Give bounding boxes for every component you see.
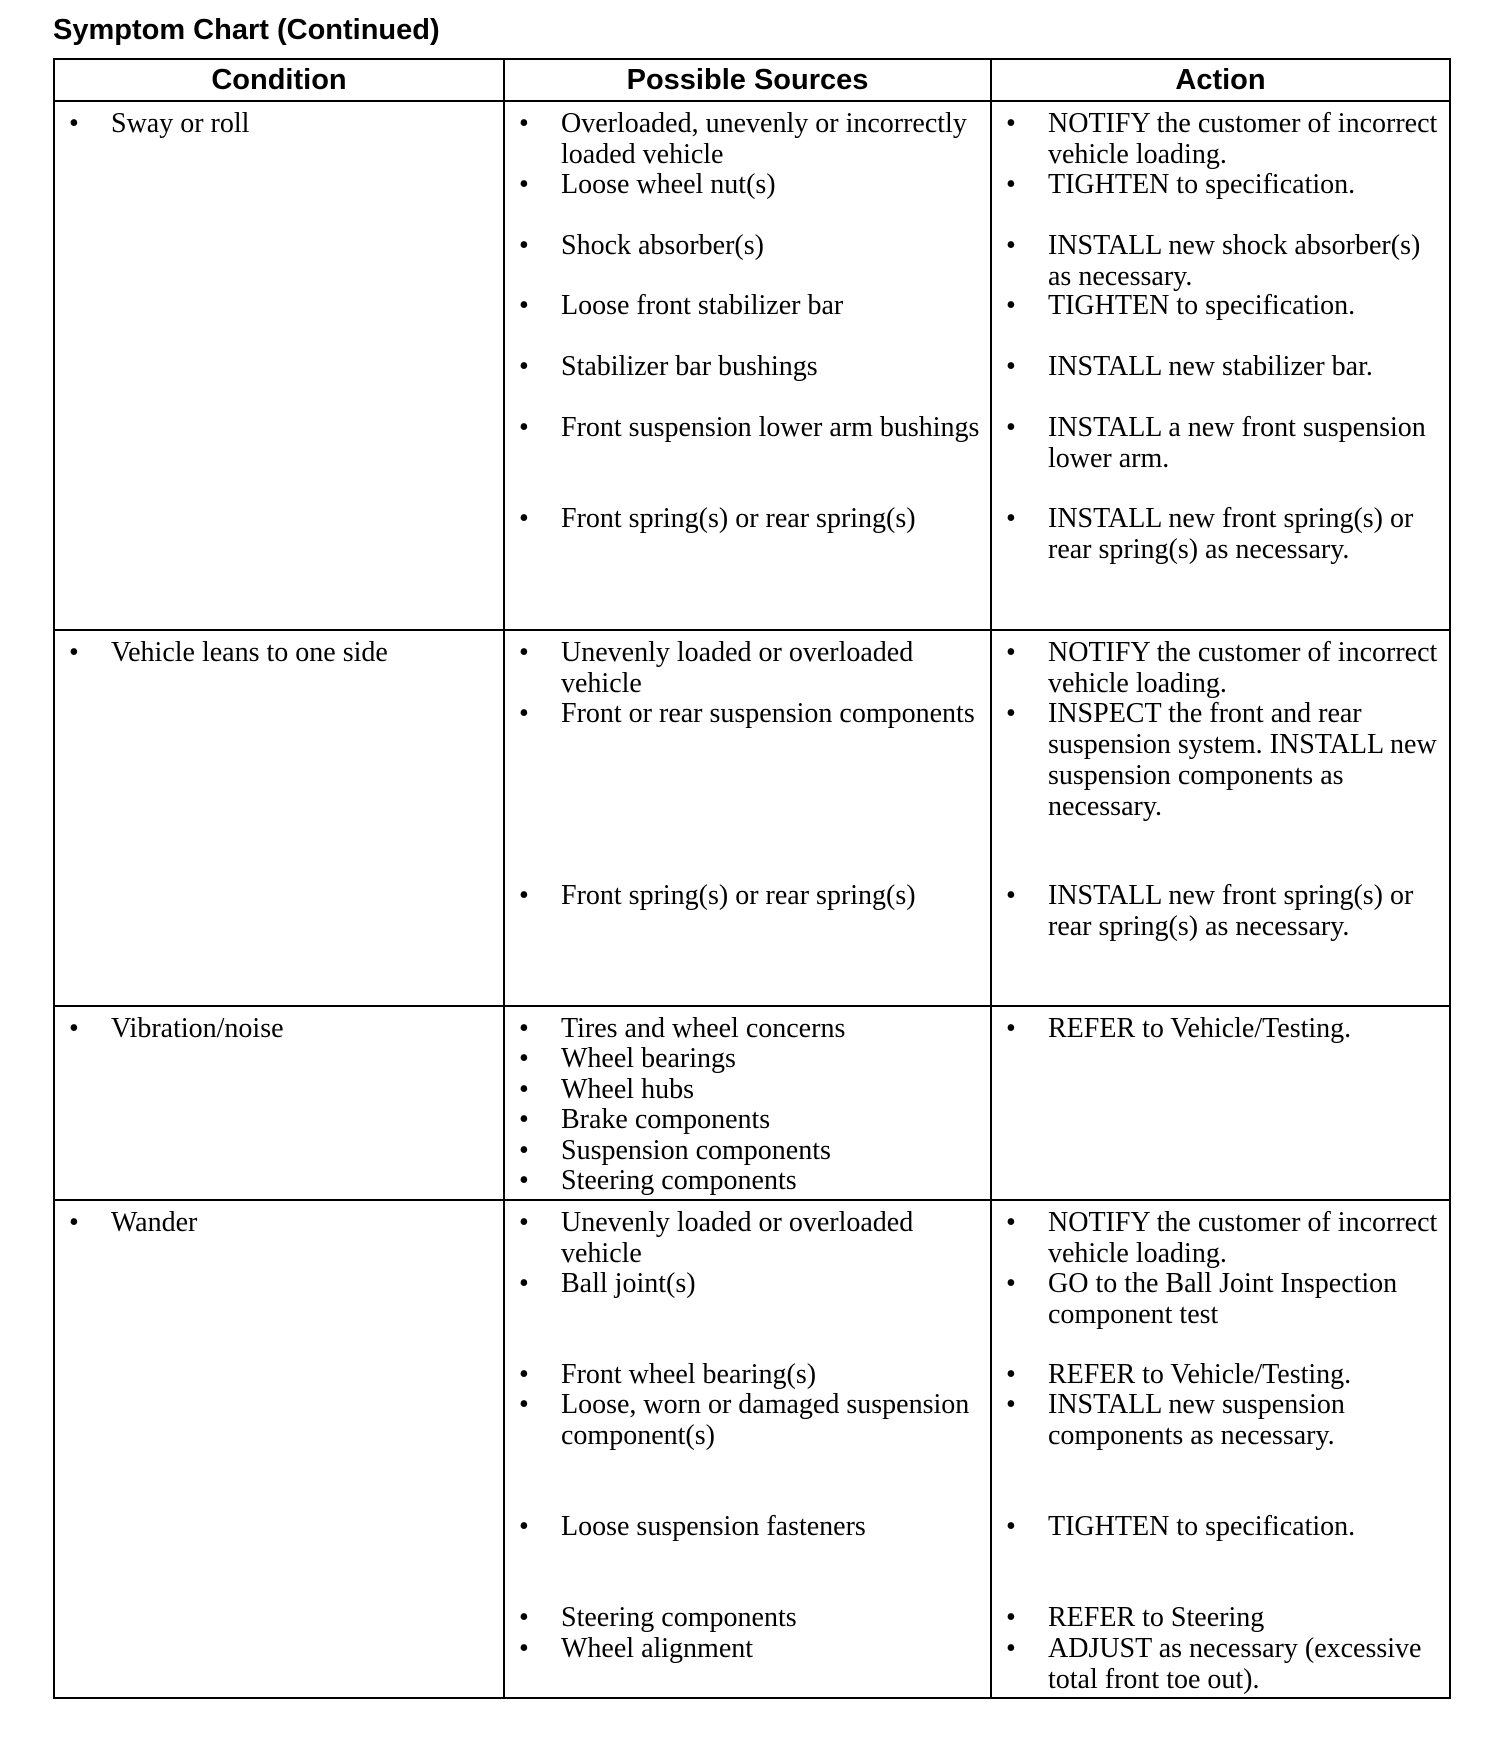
bullet-icon: • (519, 1359, 529, 1390)
bullet-icon: • (1006, 1602, 1016, 1633)
bullet-icon: • (519, 169, 529, 200)
condition-item: • Vibration/noise (69, 1013, 284, 1044)
bullet-icon: • (1006, 503, 1016, 534)
action-cell (991, 1200, 1450, 1698)
source-item: • Loose, worn or damaged suspension component(s) (519, 1389, 970, 1451)
source-item: • Steering components (519, 1602, 797, 1633)
source-item: • Wheel bearings (519, 1043, 736, 1074)
action-item: • ADJUST as necessary (excessive total front toe out). (1006, 1633, 1422, 1695)
bullet-icon: • (519, 290, 529, 321)
bullet-icon: • (1006, 1633, 1016, 1664)
bullet-icon: • (519, 637, 529, 668)
action-item: • REFER to Vehicle/Testing. (1006, 1013, 1352, 1044)
table-row (54, 1200, 1450, 1698)
sources-cell (504, 101, 991, 630)
condition-item: • Wander (69, 1207, 198, 1238)
condition-item: • Sway or roll (69, 108, 250, 139)
bullet-icon: • (1006, 290, 1016, 321)
bullet-icon: • (519, 1207, 529, 1238)
bullet-icon: • (1006, 1389, 1016, 1420)
action-cell (991, 101, 1450, 630)
action-item: • TIGHTEN to specification. (1006, 1511, 1356, 1542)
action-item: • INSPECT the front and rear suspension system. INSTALL new suspension components as necessary. (1006, 698, 1437, 822)
source-item: • Tires and wheel concerns (519, 1013, 846, 1044)
action-item: • NOTIFY the customer of incorrect vehicle loading. (1006, 1207, 1438, 1269)
bullet-icon: • (1006, 1511, 1016, 1542)
header-row (54, 59, 1450, 101)
action-item: • INSTALL new front spring(s) or rear spring(s) as necessary. (1006, 880, 1414, 942)
bullet-icon: • (1006, 1268, 1016, 1299)
table-row (54, 1006, 1450, 1200)
bullet-icon: • (69, 637, 79, 668)
condition-cell (54, 1006, 504, 1200)
bullet-icon: • (1006, 169, 1016, 200)
bullet-icon: • (1006, 351, 1016, 382)
sources-cell (504, 1200, 991, 1698)
source-item: • Shock absorber(s) (519, 230, 764, 261)
source-item: • Front spring(s) or rear spring(s) (519, 880, 916, 911)
bullet-icon: • (1006, 108, 1016, 139)
header-action: Action (991, 59, 1450, 101)
source-item: • Unevenly loaded or overloaded vehicle (519, 1207, 914, 1269)
condition-cell (54, 101, 504, 630)
bullet-icon: • (519, 503, 529, 534)
bullet-icon: • (519, 880, 529, 911)
source-item: • Front suspension lower arm bushings (519, 412, 980, 443)
symptom-chart-table (53, 58, 1451, 1699)
bullet-icon: • (519, 1165, 529, 1196)
action-item: • NOTIFY the customer of incorrect vehicle loading. (1006, 108, 1438, 170)
action-cell (991, 630, 1450, 1006)
bullet-icon: • (519, 351, 529, 382)
bullet-icon: • (519, 698, 529, 729)
source-item: • Loose wheel nut(s) (519, 169, 776, 200)
source-item: • Steering components (519, 1165, 797, 1196)
action-item: • INSTALL new front spring(s) or rear spring(s) as necessary. (1006, 503, 1414, 565)
source-item: • Wheel hubs (519, 1074, 694, 1105)
action-item: • INSTALL new shock absorber(s) as necessary. (1006, 230, 1421, 292)
table-row (54, 101, 1450, 630)
bullet-icon: • (1006, 637, 1016, 668)
bullet-icon: • (519, 1633, 529, 1664)
table-row (54, 630, 1450, 1006)
source-item: • Loose front stabilizer bar (519, 290, 844, 321)
header-possible-sources: Possible Sources (504, 59, 991, 101)
source-item: • Overloaded, unevenly or incorrectly loaded vehicle (519, 108, 967, 170)
source-item: • Ball joint(s) (519, 1268, 696, 1299)
action-item: • TIGHTEN to specification. (1006, 169, 1356, 200)
bullet-icon: • (519, 1268, 529, 1299)
bullet-icon: • (1006, 880, 1016, 911)
bullet-icon: • (69, 108, 79, 139)
action-item: • NOTIFY the customer of incorrect vehicle loading. (1006, 637, 1438, 699)
bullet-icon: • (1006, 412, 1016, 443)
source-item: • Suspension components (519, 1135, 831, 1166)
bullet-icon: • (519, 230, 529, 261)
header-condition: Condition (54, 59, 504, 101)
source-item: • Wheel alignment (519, 1633, 754, 1664)
bullet-icon: • (1006, 230, 1016, 261)
source-item: • Front spring(s) or rear spring(s) (519, 503, 916, 534)
bullet-icon: • (1006, 698, 1016, 729)
bullet-icon: • (69, 1013, 79, 1044)
bullet-icon: • (1006, 1359, 1016, 1390)
sources-cell (504, 1006, 991, 1200)
bullet-icon: • (69, 1207, 79, 1238)
action-item: • TIGHTEN to specification. (1006, 290, 1356, 321)
page-title: Symptom Chart (Continued) (53, 14, 440, 46)
bullet-icon: • (1006, 1207, 1016, 1238)
bullet-icon: • (519, 108, 529, 139)
bullet-icon: • (519, 1511, 529, 1542)
condition-cell (54, 630, 504, 1006)
action-item: • REFER to Steering (1006, 1602, 1265, 1633)
bullet-icon: • (519, 1135, 529, 1166)
source-item: • Loose suspension fasteners (519, 1511, 866, 1542)
bullet-icon: • (519, 1013, 529, 1044)
source-item: • Unevenly loaded or overloaded vehicle (519, 637, 914, 699)
source-item: • Brake components (519, 1104, 771, 1135)
action-item: • INSTALL a new front suspension lower arm. (1006, 412, 1426, 474)
bullet-icon: • (519, 1104, 529, 1135)
bullet-icon: • (519, 1074, 529, 1105)
source-item: • Front or rear suspension components (519, 698, 975, 729)
condition-item: • Vehicle leans to one side (69, 637, 388, 668)
bullet-icon: • (519, 1043, 529, 1074)
action-item: • REFER to Vehicle/Testing. (1006, 1359, 1352, 1390)
source-item: • Stabilizer bar bushings (519, 351, 818, 382)
action-cell (991, 1006, 1450, 1200)
bullet-icon: • (519, 1389, 529, 1420)
condition-cell (54, 1200, 504, 1698)
sources-cell (504, 630, 991, 1006)
bullet-icon: • (519, 1602, 529, 1633)
action-item: • INSTALL new suspension components as necessary. (1006, 1389, 1345, 1451)
bullet-icon: • (519, 412, 529, 443)
action-item: • INSTALL new stabilizer bar. (1006, 351, 1373, 382)
source-item: • Front wheel bearing(s) (519, 1359, 817, 1390)
action-item: • GO to the Ball Joint Inspection component test (1006, 1268, 1398, 1330)
bullet-icon: • (1006, 1013, 1016, 1044)
